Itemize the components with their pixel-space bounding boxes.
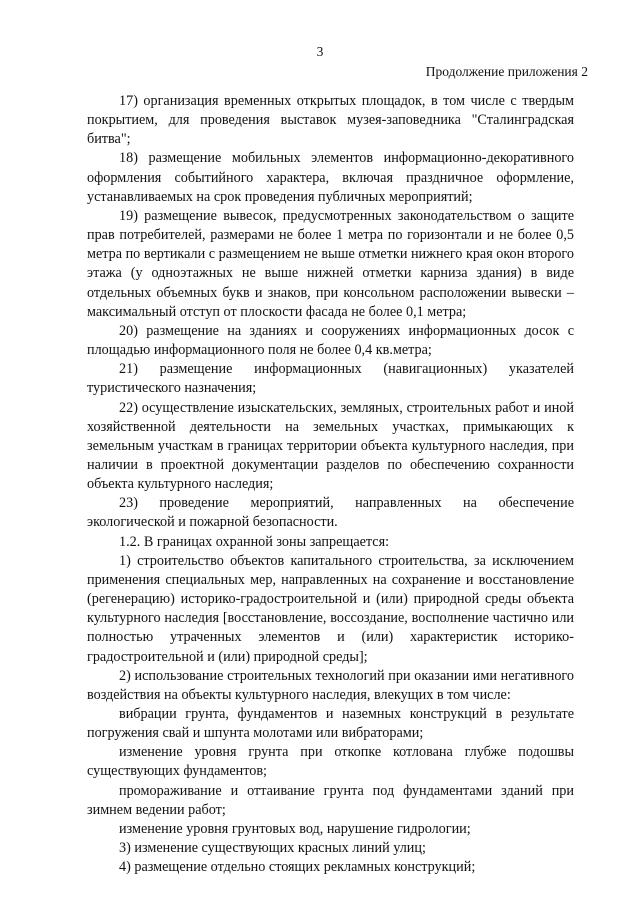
paragraph: 4) размещение отдельно стоящих рекламных конструкций; [119, 859, 476, 876]
paragraph: изменение уровня грунта при откопке котлована глубже подошвы существующих фундаментов; [87, 744, 574, 780]
paragraph: 3) изменение существующих красных линий улиц; [119, 840, 426, 857]
paragraph: вибрации грунта, фундаментов и наземных конструкций в результате погружения свай и шпунта молотами или вибраторами; [87, 706, 574, 742]
paragraph: 22) осуществление изыскательских, земляных, строительных работ и иной хозяйственной деятельности на земельных участках, примыкающих к земельным участкам в границах территории объекта культурного наследия, при наличии в проектной документации разделов по обеспечению сохранности объекта культурного наследия; [87, 399, 574, 493]
paragraph: 20) размещение на зданиях и сооружениях информационных досок с площадью информационного поля не более 0,4 кв.метра; [87, 322, 574, 359]
paragraph: 18) размещение мобильных элементов информационно-декоративного оформления событийного характера, включая праздничное оформление, устанавливаемых на срок проведения публичных мероприятий; [87, 150, 574, 205]
paragraph: промораживание и оттаивание грунта под фундаментами зданий при зимнем ведении работ; [87, 782, 574, 818]
paragraph: изменение уровня грунтовых вод, нарушение гидрологии; [119, 820, 471, 837]
paragraph: 21) размещение информационных (навигационных) указателей туристического назначения; [87, 361, 574, 397]
section-heading: 1.2. В границах охранной зоны запрещается: [119, 533, 390, 550]
page-number: 3 [316, 44, 324, 59]
document-body [87, 92, 574, 877]
paragraph: 2) использование строительных технологий при оказании ими негативного воздействия на объекты культурного наследия, влекущих в том числе: [87, 667, 574, 703]
paragraph: 19) размещение вывесок, предусмотренных законодательством о защите прав потребителей, размерами не более 1 метра по горизонтали и не более 0,5 метра по вертикали с размещением не выше отметки нижнего края окон второго этажа (у одноэтажных не выше нижней отметки карниза здания) в виде отдельных объемных букв и знаков, при консольном расположении вывески – максимальный отступ от плоскости фасада не более 0,1 метра; [87, 207, 574, 320]
appendix-subtitle: Продолжение приложения 2 [425, 64, 588, 79]
paragraph: 1) строительство объектов капитального строительства, за исключением применения специальных мер, направленных на сохранение и восстановление (регенерацию) историко-градостроительной и (или) природной среды объекта культурного наследия [восстановление, воссоздание, восполнение частично или полностью утраченных элементов и (или) характеристик историко-градостроительной и (или) природной среды]; [87, 552, 574, 665]
paragraph: 23) проведение мероприятий, направленных на обеспечение экологической и пожарной безопасности. [87, 495, 574, 531]
paragraph: 17) организация временных открытых площадок, в том числе с твердым покрытием, для проведения выставок музея-заповедника "Сталинградская битва"; [87, 93, 574, 148]
